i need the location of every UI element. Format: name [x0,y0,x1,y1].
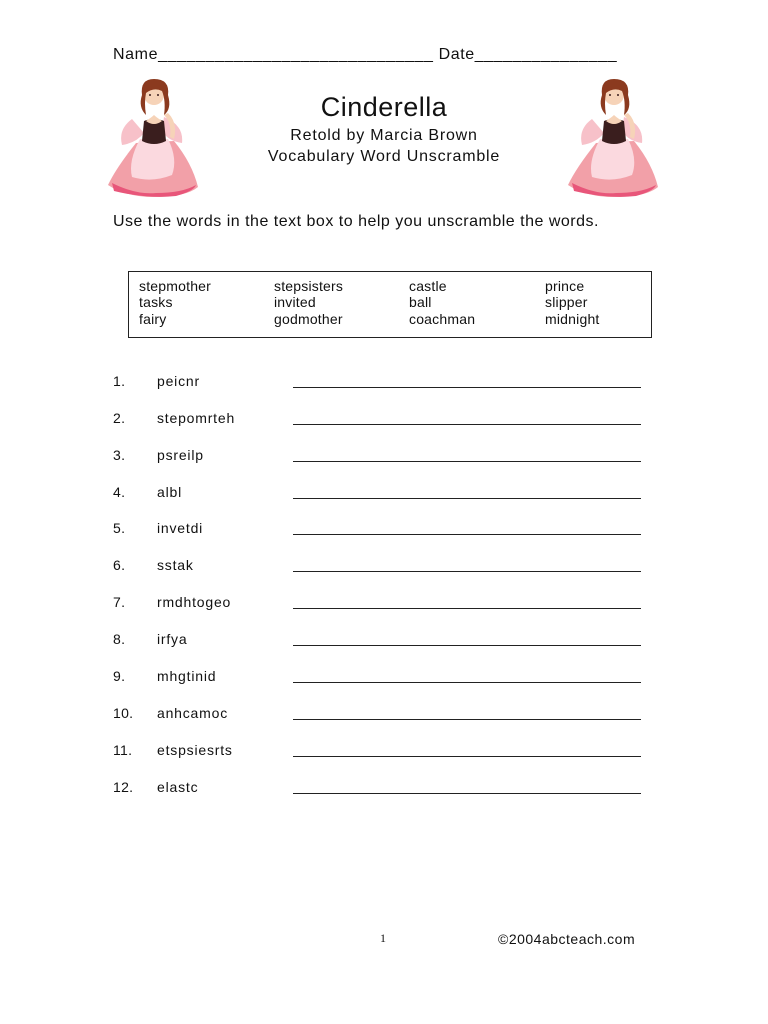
word-bank-item: coachman [409,311,476,327]
answer-line[interactable] [293,424,641,425]
scrambled-word: mhgtinid [157,668,217,684]
scrambled-word: rmdhtogeo [157,594,232,610]
question-row [0,594,768,614]
question-row [0,520,768,540]
answer-line[interactable] [293,793,641,794]
scrambled-word: etspsiesrts [157,742,233,758]
question-number: 10. [113,705,134,721]
answer-line[interactable] [293,534,641,535]
scrambled-word: sstak [157,557,194,573]
word-bank-item: slipper [545,294,588,310]
question-number: 12. [113,779,134,795]
scrambled-word: invetdi [157,520,204,536]
answer-line[interactable] [293,461,641,462]
scrambled-word: stepomrteh [157,410,236,426]
question-number: 11. [113,742,133,758]
question-number: 4. [113,484,126,500]
question-row [0,373,768,393]
page-subtitle: Retold by Marcia Brown [290,127,478,144]
page-number: 1 [380,931,386,945]
instructions: Use the words in the text box to help you unscramble the words. [113,213,599,230]
question-row [0,410,768,430]
word-bank-item: midnight [545,311,600,327]
question-row [0,779,768,799]
question-row [0,484,768,504]
word-bank-item: prince [545,278,585,294]
scrambled-word: anhcamoc [157,705,228,721]
question-row [0,705,768,725]
answer-line[interactable] [293,498,641,499]
word-bank-item: invited [274,294,316,310]
scrambled-word: irfya [157,631,188,647]
question-row [0,557,768,577]
answer-line[interactable] [293,719,641,720]
question-row [0,742,768,762]
answer-line[interactable] [293,387,641,388]
word-bank-item: godmother [274,311,343,327]
word-bank-item: fairy [139,311,167,327]
answer-line[interactable] [293,645,641,646]
question-row [0,631,768,651]
page-title: Cinderella [320,92,448,122]
question-row [0,668,768,688]
scrambled-word: psreilp [157,447,204,463]
word-bank-item: stepsisters [274,278,344,294]
page-subtitle-2: Vocabulary Word Unscramble [267,148,501,165]
question-number: 9. [113,668,126,684]
scrambled-word: albl [157,484,182,500]
word-bank-item: stepmother [139,278,212,294]
word-bank-box [128,271,652,338]
question-row [0,447,768,467]
question-number: 3. [113,447,126,463]
word-bank-item: tasks [139,294,173,310]
answer-line[interactable] [293,571,641,572]
question-number: 2. [113,410,126,426]
name-date-line: Name_____________________________ Date_______________ [113,46,618,63]
question-number: 8. [113,631,126,647]
question-number: 1. [113,373,126,389]
scrambled-word: elastc [157,779,199,795]
word-bank-item: castle [409,278,447,294]
answer-line[interactable] [293,756,641,757]
question-number: 7. [113,594,126,610]
question-number: 5. [113,520,126,536]
answer-line[interactable] [293,608,641,609]
answer-line[interactable] [293,682,641,683]
copyright-notice: ©2004abcteach.com [498,931,636,947]
word-bank-item: ball [409,294,432,310]
question-number: 6. [113,557,126,573]
scrambled-word: peicnr [157,373,200,389]
